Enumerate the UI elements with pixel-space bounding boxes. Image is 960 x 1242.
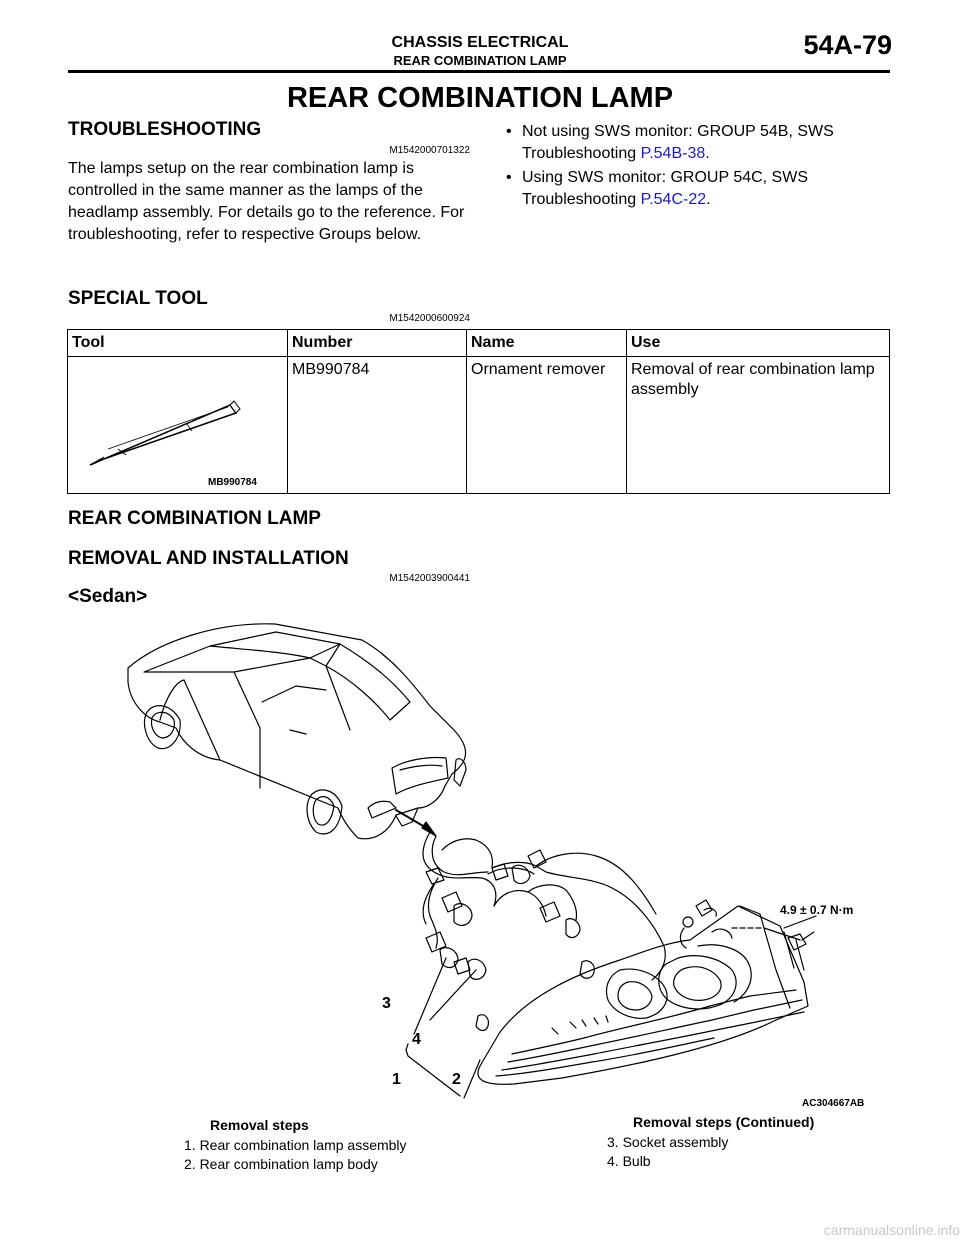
column-header: Number	[288, 330, 467, 357]
car-illustration	[128, 624, 466, 839]
troubleshooting-text: The lamps setup on the rear combination lamp is controlled in the same manner as the lamps of the headlamp assembly. For details go to the reference. For troubleshooting, refer to respective Groups below.	[68, 160, 465, 243]
removal-step: 3. Socket assembly	[607, 1134, 729, 1150]
sedan-label: <Sedan>	[68, 586, 148, 607]
svg-text:MB990784: MB990784	[208, 477, 257, 487]
tool-use: Removal of rear combination lamp assembly	[627, 357, 890, 494]
tool-name: Ornament remover	[467, 357, 627, 494]
tool-number: MB990784	[288, 357, 467, 494]
bullet-item: • Not using SWS monitor: GROUP 54B, SWS Troubleshooting P.54B-38.	[496, 121, 896, 165]
callout-1: 1	[392, 1071, 401, 1088]
header-rule	[68, 70, 890, 73]
special-tool-table	[67, 329, 890, 494]
troubleshooting-heading: TROUBLESHOOTING	[68, 119, 262, 140]
page-number: 54A-79	[803, 30, 892, 60]
special-tool-heading: SPECIAL TOOL	[68, 288, 208, 309]
troubleshooting-code: M1542000701322	[389, 145, 470, 156]
table-header-row	[68, 330, 890, 357]
table-row	[68, 357, 890, 494]
page-title: REAR COMBINATION LAMP	[286, 82, 674, 114]
figure-code: AC304667AB	[802, 1098, 865, 1109]
callout-3: 3	[382, 995, 391, 1012]
callout-4: 4	[412, 1031, 421, 1048]
callout-2: 2	[452, 1071, 461, 1088]
special-tool-code: M1542000600924	[389, 313, 470, 324]
reference-link[interactable]: P.54B-38	[640, 145, 706, 162]
torque-spec: 4.9 ± 0.7 N·m	[780, 903, 854, 917]
bullet-item: • Using SWS monitor: GROUP 54C, SWS Troubleshooting P.54C-22.	[496, 167, 896, 211]
column-header: Name	[467, 330, 627, 357]
removal-step: 2. Rear combination lamp body	[184, 1156, 378, 1172]
column-header: Tool	[68, 330, 288, 357]
section-title: CHASSIS ELECTRICAL	[391, 34, 569, 51]
removal-installation-code: M1542003900441	[389, 573, 470, 584]
removal-steps-continued-title: Removal steps (Continued)	[633, 1114, 815, 1130]
tool-image-cell	[68, 357, 288, 494]
section-subtitle: REAR COMBINATION LAMP	[393, 53, 567, 68]
ornament-remover-illustration	[68, 357, 287, 487]
removal-steps-title: Removal steps	[210, 1117, 309, 1133]
lamp-heading: REAR COMBINATION LAMP	[68, 508, 321, 529]
troubleshooting-bullets	[496, 121, 896, 213]
removal-step: 4. Bulb	[607, 1153, 651, 1169]
removal-diagram	[100, 610, 890, 1110]
watermark-footer: carmanualsonline.info	[823, 1222, 960, 1238]
removal-step: 1. Rear combination lamp assembly	[184, 1137, 407, 1153]
rear-combination-lamp	[478, 906, 808, 1084]
reference-link[interactable]: P.54C-22	[640, 191, 707, 208]
removal-installation-heading: REMOVAL AND INSTALLATION	[68, 548, 349, 569]
column-header: Use	[627, 330, 890, 357]
